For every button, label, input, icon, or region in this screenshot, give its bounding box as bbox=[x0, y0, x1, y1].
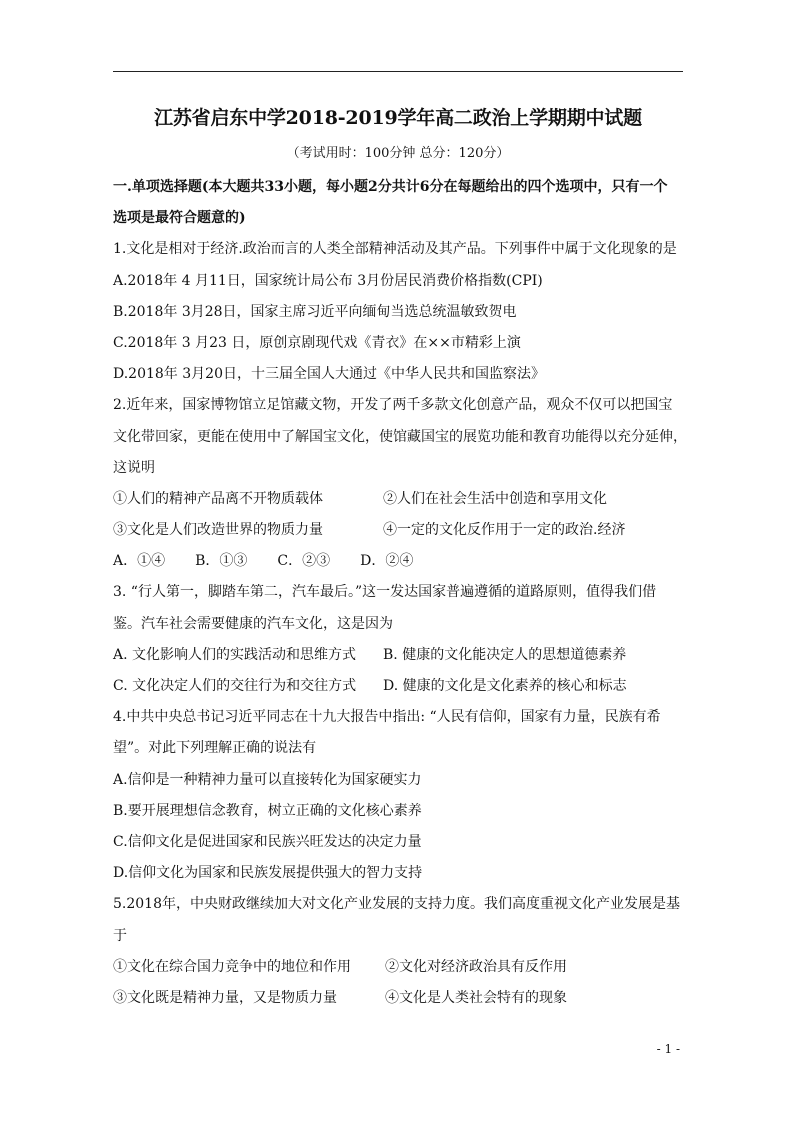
q1-stem: 1.文化是相对于经济.政治而言的人类全部精神活动及其产品。下列事件中属于文化现象的是 bbox=[113, 241, 677, 258]
q4-option-b: B.要开展理想信念教育，树立正确的文化核心素养 bbox=[113, 802, 422, 819]
section-heading-line-2: 选项是最符合题意的) bbox=[113, 210, 246, 227]
q1-option-b: B.2018年 3月28日，国家主席习近平向缅甸当选总统温敏致贺电 bbox=[113, 303, 517, 320]
q2-statement-1: ①人们的精神产品离不开物质载体 bbox=[113, 490, 323, 507]
exam-info: （考试用时：100分钟 总分：120分） bbox=[286, 146, 510, 161]
q5-stem-line-1: 5.2018年，中央财政继续加大对文化产业发展的支持力度。我们高度重视文化产业发展是基 bbox=[113, 896, 680, 913]
q3-option-c: C. 文化决定人们的交往行为和交往方式 bbox=[113, 678, 357, 694]
q2-stem-line-3: 这说明 bbox=[113, 459, 155, 476]
q1-option-a: A.2018年 4 月11日，国家统计局公布 3月份居民消费价格指数(CPI) bbox=[113, 272, 543, 289]
q2-option-c: C．②③ bbox=[277, 553, 331, 570]
q5-statements-row-1 bbox=[113, 952, 688, 983]
section-heading-line-1: 一.单项选择题(本大题共33小题，每小题2分共计6分在每题给出的四个选项中，只有一个 bbox=[113, 179, 668, 195]
q2-option-a: A．①④ bbox=[113, 553, 166, 570]
header-rule bbox=[113, 71, 683, 72]
q2-stem-line-2: 文化带回家，更能在使用中了解国宝文化，使馆藏国宝的展览功能和教育功能得以充分延伸， bbox=[113, 428, 687, 445]
q2-options bbox=[113, 546, 688, 577]
q5-statement-2: ②文化对经济政治具有反作用 bbox=[385, 958, 567, 975]
q3-options-row-1 bbox=[113, 640, 688, 671]
q3-stem-line-2: 鉴。汽车社会需要健康的汽车文化，这是因为 bbox=[113, 615, 393, 632]
q4-option-c: C.信仰文化是促进国家和民族兴旺发达的决定力量 bbox=[113, 833, 422, 850]
q2-option-d: D．②④ bbox=[360, 553, 414, 570]
exam-content bbox=[113, 172, 688, 1014]
q2-statement-3: ③文化是人们改造世界的物质力量 bbox=[113, 522, 323, 539]
q2-statements-row-2 bbox=[113, 515, 688, 546]
q5-statements-row-2 bbox=[113, 983, 688, 1014]
q1-option-c: C.2018年 3 月23 日，原创京剧现代戏《青衣》在××市精彩上演 bbox=[113, 334, 521, 351]
q4-stem-line-1: 4.中共中央总书记习近平同志在十九大报告中指出: “人民有信仰，国家有力量，民族有希 bbox=[113, 709, 661, 726]
q3-option-d: D. 健康的文化是文化素养的核心和标志 bbox=[383, 678, 627, 694]
q4-option-a: A.信仰是一种精神力量可以直接转化为国家硬实力 bbox=[113, 771, 422, 788]
q5-stem-line-2: 于 bbox=[113, 927, 127, 944]
q5-statement-3: ③文化既是精神力量，又是物质力量 bbox=[113, 989, 337, 1006]
q2-stem-line-1: 2.近年来，国家博物馆立足馆藏文物，开发了两千多款文化创意产品，观众不仅可以把国宝 bbox=[113, 397, 673, 414]
page-title: 江苏省启东中学2018-2019学年高二政治上学期期中试题 bbox=[154, 107, 642, 129]
q3-options-row-2 bbox=[113, 671, 688, 702]
q2-statements-row-1 bbox=[113, 484, 688, 515]
q5-statement-1: ①文化在综合国力竞争中的地位和作用 bbox=[113, 958, 351, 975]
q3-option-b: B. 健康的文化能决定人的思想道德素养 bbox=[383, 646, 627, 663]
q5-statement-4: ④文化是人类社会特有的现象 bbox=[385, 989, 567, 1006]
q4-stem-line-2: 望”。对此下列理解正确的说法有 bbox=[113, 740, 317, 757]
q4-option-d: D.信仰文化为国家和民族发展提供强大的智力支持 bbox=[113, 865, 423, 882]
q1-option-d: D.2018年 3月20日，十三届全国人大通过《中华人民共和国监察法》 bbox=[113, 366, 545, 383]
q3-option-a: A. 文化影响人们的实践活动和思维方式 bbox=[113, 646, 357, 663]
q2-statement-2: ②人们在社会生活中创造和享用文化 bbox=[383, 490, 607, 507]
q2-option-b: B．①③ bbox=[195, 553, 248, 570]
q3-stem-line-1: 3. “行人第一，脚踏车第二，汽车最后。”这一发达国家普遍遵循的道路原则，值得我们借 bbox=[113, 584, 657, 601]
q2-statement-4: ④一定的文化反作用于一定的政治.经济 bbox=[383, 522, 626, 539]
page-number: - 1 - bbox=[656, 1042, 680, 1056]
